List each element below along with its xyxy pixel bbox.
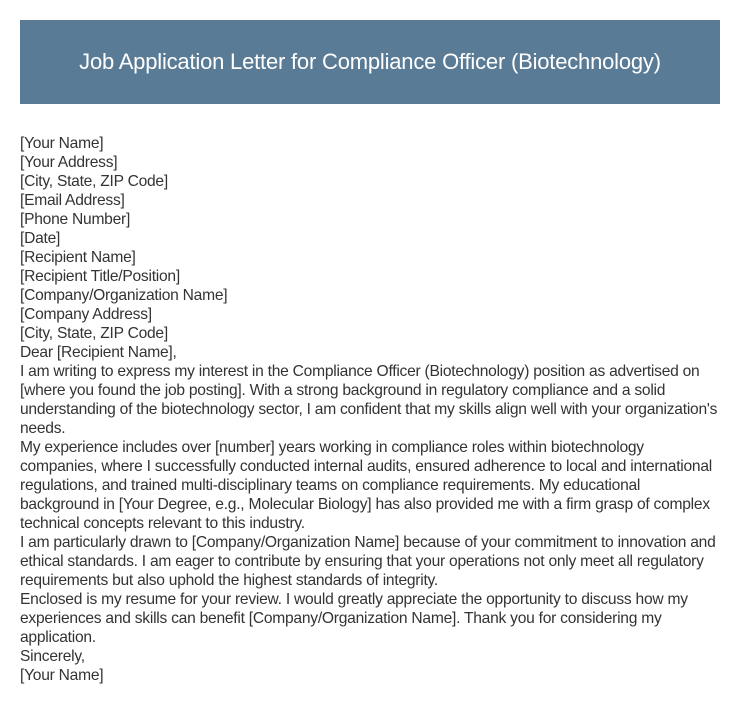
sender-address: [Your Address]	[20, 154, 118, 171]
signature: [Your Name]	[20, 667, 104, 684]
closing: Sincerely,	[20, 648, 85, 665]
recipient-name: [Recipient Name]	[20, 249, 136, 266]
recipient-title: [Recipient Title/Position]	[20, 268, 180, 285]
recipient-city-state-zip: [City, State, ZIP Code]	[20, 325, 168, 342]
recipient-company: [Company/Organization Name]	[20, 287, 228, 304]
paragraph-intro: I am writing to express my interest in the Compliance Officer (Biotechnology) position as advertised on [where you found the job posting]. With a strong background in regulatory compliance and a solid understanding of the biotechnology sector, I am confident that my skills align well with your organization's needs.	[20, 363, 718, 437]
salutation: Dear [Recipient Name],	[20, 344, 177, 361]
paragraph-closing: Enclosed is my resume for your review. I would greatly appreciate the opportunity to discuss how my experiences and skills can benefit [Company/Organization Name]. Thank you for considering my application.	[20, 591, 688, 646]
letter-header	[20, 20, 720, 104]
letter-date: [Date]	[20, 230, 61, 247]
sender-city-state-zip: [City, State, ZIP Code]	[20, 173, 168, 190]
letter-body	[20, 134, 720, 685]
paragraph-motivation: I am particularly drawn to [Company/Organization Name] because of your commitment to innovation and ethical standards. I am eager to contribute by ensuring that your operations not only meet all regulatory requirements but also uphold the highest standards of integrity.	[20, 534, 716, 589]
page-title: Job Application Letter for Compliance Officer (Biotechnology)	[79, 49, 661, 74]
recipient-address: [Company Address]	[20, 306, 152, 323]
paragraph-experience: My experience includes over [number] years working in compliance roles within biotechnology companies, where I successfully conducted internal audits, ensured adherence to local and international regulations, and trained multi-disciplinary teams on compliance requirements. My educational background in [Your Degree, e.g., Molecular Biology] has also provided me with a firm grasp of complex technical concepts relevant to this industry.	[20, 439, 712, 532]
sender-email: [Email Address]	[20, 192, 125, 209]
sender-name: [Your Name]	[20, 135, 104, 152]
sender-phone: [Phone Number]	[20, 211, 131, 228]
